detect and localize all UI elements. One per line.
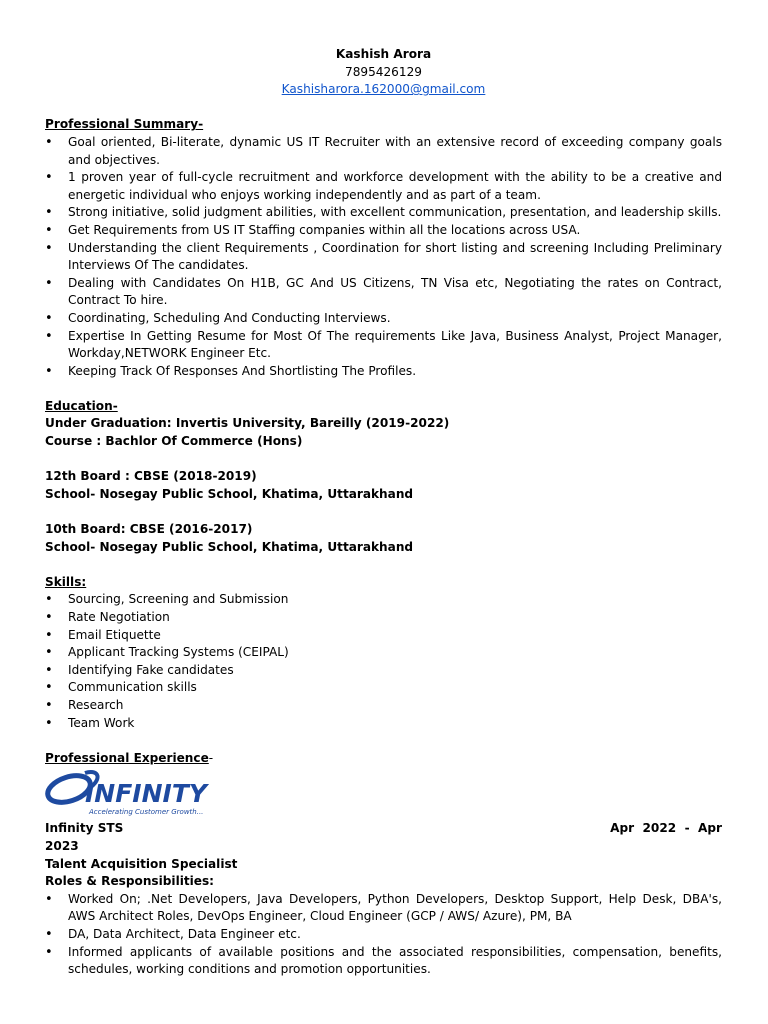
education-heading: Education- — [45, 398, 118, 413]
bullet-icon: • — [45, 680, 53, 696]
bullet-icon: • — [45, 222, 53, 238]
company-name: Infinity STS — [45, 821, 124, 836]
bullet-icon: • — [45, 205, 53, 221]
list-item: • Informed applicants of available positions and the associated responsibilities, compensation, benefits, schedules, working conditions and promotion opportunities. — [45, 944, 722, 977]
list-item: • Worked On; .Net Developers, Java Developers, Python Developers, Desktop Support, Help Desk, DBA's, AWS Architect Roles, DevOps Engineer, Cloud Engineer (GCP / AWS/ Azure), PM, BA — [45, 891, 722, 924]
candidate-email-link[interactable]: Kashisharora.162000@gmail.com — [281, 82, 486, 97]
skills-list — [45, 591, 722, 732]
bullet-icon: • — [45, 926, 53, 942]
bullet-icon: • — [45, 363, 53, 379]
resume-page — [45, 46, 722, 979]
experience-heading: Professional Experience- — [45, 750, 214, 765]
logo-wordmark: INFINITY — [85, 779, 207, 809]
list-item: • Goal oriented, Bi-literate, dynamic US IT Recruiter with an extensive record of exceeding company goals and objectives. — [45, 134, 722, 167]
bullet-icon: • — [45, 275, 53, 291]
bullet-icon: • — [45, 944, 53, 960]
list-item: • Coordinating, Scheduling And Conducting Interviews. — [45, 310, 391, 326]
bullet-icon: • — [45, 645, 53, 661]
job-title: Talent Acquisition Specialist — [45, 856, 238, 871]
experience-company-row — [45, 820, 722, 838]
bullet-icon: • — [45, 328, 53, 344]
education-course: Course : Bachlor Of Commerce (Hons) — [45, 434, 303, 449]
bullet-icon: • — [45, 627, 53, 643]
employment-dates-cont: 2023 — [45, 838, 79, 853]
education-10th-school: School- Nosegay Public School, Khatima, Uttarakhand — [45, 539, 414, 554]
list-item: • Team Work — [45, 715, 135, 731]
summary-heading: Professional Summary- — [45, 117, 204, 132]
education-12th: 12th Board : CBSE (2018-2019) — [45, 469, 257, 484]
skills-heading: Skills: — [45, 574, 87, 589]
roles-list — [45, 891, 722, 979]
education-ug: Under Graduation: Invertis University, Bareilly (2019-2022) — [45, 416, 450, 431]
roles-heading: Roles & Responsibilities: — [45, 874, 215, 889]
infinity-logo — [45, 769, 225, 817]
education-10th: 10th Board: CBSE (2016-2017) — [45, 522, 253, 537]
bullet-icon: • — [45, 170, 53, 186]
list-item: • Communication skills — [45, 680, 197, 696]
list-item: • Applicant Tracking Systems (CEIPAL) — [45, 645, 289, 661]
list-item: • Rate Negotiation — [45, 610, 170, 625]
candidate-name: Kashish Arora — [335, 47, 432, 61]
list-item: • Email Etiquette — [45, 627, 161, 643]
employment-dates: Apr 2022 - Apr — [610, 821, 722, 836]
bullet-icon: • — [45, 592, 53, 608]
bullet-icon: • — [45, 134, 53, 150]
list-item: • Research — [45, 697, 124, 713]
logo-tagline: Accelerating Customer Growth... — [89, 808, 204, 817]
bullet-icon: • — [45, 697, 53, 713]
list-item: • Keeping Track Of Responses And Shortlisting The Profiles. — [45, 363, 417, 379]
list-item: • Strong initiative, solid judgment abilities, with excellent communication, presentation, and leadership skills. — [45, 205, 722, 221]
education-12th-school: School- Nosegay Public School, Khatima, Uttarakhand — [45, 486, 414, 501]
bullet-icon: • — [45, 715, 53, 731]
resume-header — [45, 46, 722, 99]
summary-list — [45, 134, 722, 380]
list-item: • Sourcing, Screening and Submission — [45, 592, 289, 608]
list-item: • Dealing with Candidates On H1B, GC And US Citizens, TN Visa etc, Negotiating the rates on Contract, Contract To hire. — [45, 275, 722, 308]
list-item: • Get Requirements from US IT Staffing companies within all the locations across USA. — [45, 222, 581, 238]
candidate-phone: 7895426129 — [345, 64, 422, 79]
bullet-icon: • — [45, 310, 53, 326]
bullet-icon: • — [45, 891, 53, 907]
bullet-icon: • — [45, 662, 53, 678]
list-item: • DA, Data Architect, Data Engineer etc. — [45, 926, 301, 942]
list-item: • Understanding the client Requirements , Coordination for short listing and screening Including Preliminary Interviews Of The candidates. — [45, 240, 722, 273]
bullet-icon: • — [45, 240, 53, 256]
bullet-icon: • — [45, 610, 53, 625]
list-item: • 1 proven year of full-cycle recruitment and workforce development with the ability to be a creative and energetic individual who enjoys working independently and as part of a team. — [45, 170, 722, 202]
list-item: • Expertise In Getting Resume for Most Of The requirements Like Java, Business Analyst, Project Manager, Workday,NETWORK Engineer Etc. — [45, 328, 722, 361]
list-item: • Identifying Fake candidates — [45, 662, 234, 678]
